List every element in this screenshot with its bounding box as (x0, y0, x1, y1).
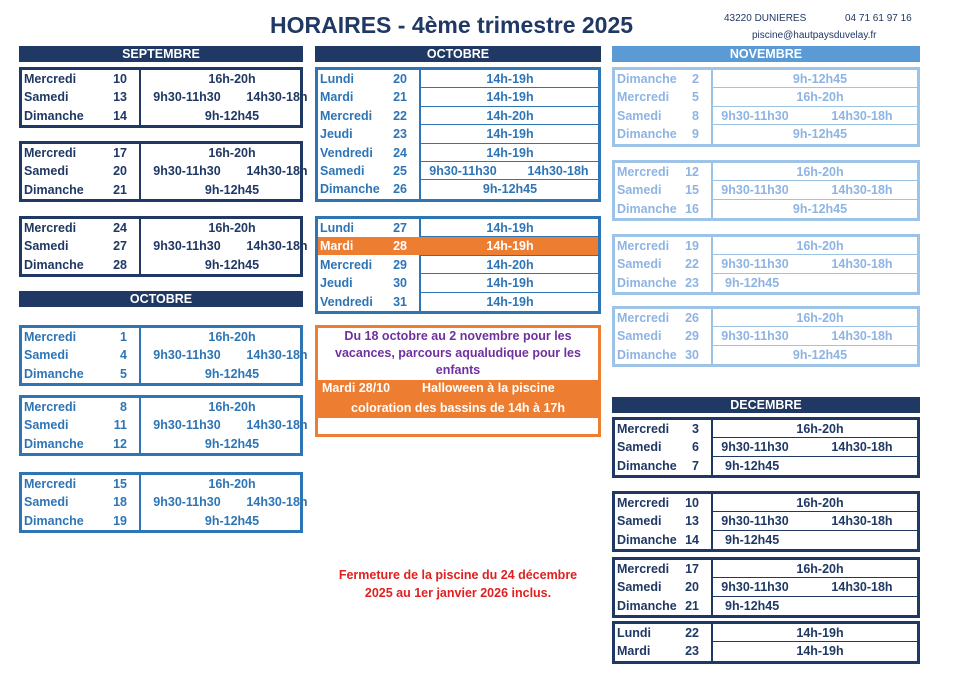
hours: 9h-12h45 (725, 532, 780, 547)
schedule-row (615, 457, 917, 475)
schedule-row (22, 493, 308, 511)
octM-block (315, 67, 601, 202)
day-number: 5 (692, 90, 699, 105)
hours-afternoon: 14h30-18h (831, 329, 893, 344)
day-number: 4 (120, 348, 127, 363)
hours: 9h-12h45 (204, 366, 260, 381)
hours: 14h-19h (486, 127, 534, 142)
day-number: 26 (685, 311, 699, 325)
schedule-row (22, 219, 300, 237)
hours: 14h-19h (486, 72, 534, 86)
day-number: 3 (692, 422, 699, 436)
sep-block (19, 67, 308, 128)
schedule-row (615, 642, 917, 660)
day-name: Samedi (617, 183, 662, 198)
day-number: 12 (685, 165, 699, 179)
day-number: 7 (692, 458, 699, 473)
nov-block (612, 306, 920, 367)
hours: 14h-19h (796, 626, 844, 640)
schedule-row (22, 70, 300, 88)
nov-block (612, 67, 920, 147)
day-number: 21 (113, 182, 127, 197)
day-name: Dimanche (617, 598, 677, 613)
schedule-row (318, 180, 598, 198)
halloween-title: Halloween à la piscine (422, 381, 555, 395)
day-name: Mercredi (617, 496, 670, 510)
hours: 16h-20h (796, 165, 844, 179)
hours: 9h-12h45 (204, 182, 260, 197)
hours-morning: 9h30-11h30 (153, 164, 221, 179)
day-name: Dimanche (24, 108, 84, 123)
closing-notice (315, 566, 601, 602)
octL-block (19, 472, 308, 533)
hours-afternoon: 14h30-18h (246, 418, 308, 433)
day-name: Samedi (24, 239, 69, 254)
schedule-row (22, 88, 308, 106)
day-name: Mercredi (24, 221, 77, 235)
day-number: 29 (685, 329, 699, 344)
schedule-row (318, 274, 598, 292)
hours: 16h-20h (796, 239, 844, 253)
hours: 16h-20h (208, 146, 256, 160)
hours: 14h-20h (486, 257, 534, 272)
day-name: Mercredi (24, 477, 77, 491)
day-name: Dimanche (24, 436, 84, 451)
day-name: Dimanche (617, 72, 677, 86)
day-number: 23 (393, 127, 407, 142)
day-name: Mercredi (617, 562, 670, 576)
day-name: Vendredi (320, 145, 373, 160)
day-number: 18 (113, 495, 127, 510)
day-name: Dimanche (24, 513, 84, 528)
hours: 9h-12h45 (204, 108, 260, 123)
hours-morning: 9h30-11h30 (153, 239, 221, 254)
day-number: 26 (393, 182, 407, 197)
hours-morning: 9h30-11h30 (721, 183, 789, 198)
day-number: 5 (120, 366, 127, 381)
day-name: Samedi (24, 418, 69, 433)
hours: 16h-20h (796, 311, 844, 325)
day-name: Mercredi (617, 422, 670, 436)
day-number: 13 (685, 514, 699, 529)
day-number: 24 (393, 145, 407, 160)
schedule-row (318, 293, 598, 311)
schedule-row (318, 144, 598, 162)
page-title: HORAIRES - 4ème trimestre 2025 (270, 12, 634, 38)
hours-morning: 9h30-11h30 (153, 90, 221, 105)
day-name: Mercredi (617, 165, 670, 179)
schedule-row (22, 107, 300, 125)
schedule-row (318, 107, 598, 125)
schedule-row (318, 256, 598, 274)
schedule-row (615, 578, 917, 596)
hours-afternoon: 14h30-18h (246, 348, 308, 363)
hours-afternoon: 14h30-18h (246, 495, 308, 510)
day-name: Samedi (617, 580, 662, 595)
hours-morning: 9h30-11h30 (153, 495, 221, 510)
day-name: Mercredi (617, 239, 670, 253)
day-name: Mercredi (617, 311, 670, 325)
day-name: Jeudi (320, 127, 353, 142)
nov-block (612, 234, 920, 295)
halloween-detail: coloration des bassins de 14h à 17h (351, 401, 565, 415)
schedule-row (22, 475, 300, 493)
day-number: 30 (685, 347, 699, 362)
hours-morning: 9h30-11h30 (721, 257, 789, 272)
day-number: 20 (393, 72, 407, 86)
day-number: 27 (113, 239, 127, 254)
day-number: 19 (113, 513, 127, 528)
hours-morning: 9h30-11h30 (721, 108, 789, 123)
hours: 14h-19h (796, 644, 844, 659)
day-name: Mardi (617, 644, 651, 659)
day-name: Mercredi (24, 146, 77, 160)
day-name: Mercredi (24, 330, 77, 344)
day-name: Samedi (24, 348, 69, 363)
day-name: Dimanche (617, 275, 677, 290)
dec-block (612, 621, 920, 664)
dec-block (612, 417, 920, 478)
day-number: 27 (393, 221, 407, 235)
hours: 9h-12h45 (792, 127, 848, 142)
contact-address: 43220 DUNIERES (724, 13, 807, 24)
day-number: 25 (393, 164, 407, 178)
schedule-row (22, 435, 300, 453)
schedule-row (22, 328, 300, 346)
info-box (315, 325, 601, 437)
hours-afternoon: 14h30-18h (246, 164, 308, 179)
day-number: 17 (113, 146, 127, 160)
day-number: 29 (393, 257, 407, 272)
day-name: Jeudi (320, 276, 353, 291)
day-name: Dimanche (24, 366, 84, 381)
day-number: 10 (113, 72, 127, 86)
header-septembre: SEPTEMBRE (19, 46, 303, 62)
dec-block (612, 557, 920, 618)
schedule-row (615, 624, 917, 642)
hours-afternoon: 14h30-18h (831, 580, 893, 595)
day-name: Mercredi (24, 400, 77, 414)
day-name: Lundi (617, 626, 652, 640)
day-name: Samedi (24, 90, 69, 105)
schedule-row (22, 398, 300, 416)
schedule-row (615, 531, 917, 549)
day-number: 10 (685, 496, 699, 510)
hours-afternoon: 14h30-18h (246, 90, 308, 105)
day-number: 6 (692, 440, 699, 455)
hours: 16h-20h (208, 72, 256, 86)
day-name: Dimanche (617, 532, 677, 547)
day-number: 14 (113, 108, 127, 123)
schedule-row (615, 88, 917, 106)
hours-afternoon: 14h30-18h (246, 239, 308, 254)
day-name: Lundi (320, 72, 355, 86)
day-name: Samedi (320, 164, 365, 178)
hours-morning: 9h30-11h30 (721, 329, 789, 344)
day-name: Lundi (320, 221, 355, 235)
hours-afternoon: 14h30-18h (831, 257, 893, 272)
schedule-row (22, 416, 308, 434)
schedule-row (615, 181, 917, 199)
day-name: Dimanche (320, 182, 380, 197)
schedule-row (22, 256, 300, 274)
day-name: Samedi (617, 440, 662, 455)
day-number: 22 (685, 257, 699, 272)
hours: 9h-12h45 (204, 436, 260, 451)
day-number: 17 (685, 562, 699, 576)
schedule-row (22, 144, 300, 162)
day-number: 13 (113, 90, 127, 105)
schedule-row (22, 237, 308, 255)
vacances-notice: Du 18 octobre au 2 novembre pour les vacances, parcours aqualudique pour les enfants (335, 329, 581, 377)
day-number: 16 (685, 201, 699, 216)
schedule-row (615, 200, 917, 218)
schedule-row (318, 237, 598, 255)
hours-morning: 9h30-11h30 (721, 440, 789, 455)
schedule-row (22, 162, 308, 180)
day-name: Dimanche (617, 127, 677, 142)
schedule-row (615, 255, 917, 273)
hours-morning: 9h30-11h30 (721, 580, 789, 595)
hours-afternoon: 14h30-18h (527, 164, 589, 178)
day-number: 9 (692, 127, 699, 142)
schedule-row (22, 181, 300, 199)
day-number: 2 (692, 72, 699, 86)
schedule-row (615, 597, 917, 615)
hours: 16h-20h (796, 422, 844, 436)
hours: 14h-19h (486, 294, 534, 309)
octL-block (19, 395, 308, 456)
day-name: Samedi (24, 495, 69, 510)
day-name: Samedi (617, 329, 662, 344)
day-number: 24 (113, 221, 127, 235)
day-number: 12 (113, 436, 127, 451)
schedule-row (615, 512, 917, 530)
hours: 9h-12h45 (204, 257, 260, 272)
schedule-row (615, 346, 917, 364)
hours: 14h-19h (486, 145, 534, 160)
hours: 9h-12h45 (482, 182, 538, 197)
schedule-row (615, 107, 917, 125)
hours: 16h-20h (796, 90, 844, 105)
day-number: 22 (685, 626, 699, 640)
day-number: 23 (685, 644, 699, 659)
closing-line-1: Fermeture de la piscine du 24 décembre (338, 568, 578, 582)
day-number: 31 (393, 294, 407, 309)
hours: 16h-20h (796, 496, 844, 510)
day-name: Dimanche (617, 201, 677, 216)
day-name: Mardi (320, 90, 354, 105)
day-name: Vendredi (320, 294, 373, 309)
day-name: Mercredi (617, 90, 670, 105)
halloween-date: Mardi 28/10 (322, 381, 391, 395)
hours: 16h-20h (796, 562, 844, 576)
dec-block (612, 491, 920, 552)
day-name: Mercredi (320, 257, 373, 272)
day-number: 14 (685, 532, 699, 547)
schedule-row (318, 70, 598, 88)
schedule-row (22, 346, 308, 364)
day-name: Dimanche (24, 182, 84, 197)
day-number: 28 (113, 257, 127, 272)
hours-afternoon: 14h30-18h (831, 514, 893, 529)
schedule-row (615, 327, 917, 345)
schedule-row (318, 162, 598, 180)
hours: 16h-20h (208, 400, 256, 414)
day-name: Samedi (24, 164, 69, 179)
schedule-row (615, 237, 917, 255)
day-name: Samedi (617, 257, 662, 272)
hours: 14h-20h (486, 108, 534, 123)
schedule-row (615, 274, 917, 292)
hours: 9h-12h45 (792, 201, 848, 216)
schedule-row (22, 512, 300, 530)
hours-morning: 9h30-11h30 (153, 348, 221, 363)
day-number: 21 (393, 90, 407, 105)
day-number: 8 (120, 400, 127, 414)
day-number: 15 (685, 183, 699, 198)
day-name: Dimanche (24, 257, 84, 272)
nov-block (612, 160, 920, 221)
schedule-row (22, 365, 300, 383)
hours: 9h-12h45 (725, 458, 780, 473)
day-name: Dimanche (617, 458, 677, 473)
day-name: Mardi (320, 239, 354, 254)
schedule-row (615, 309, 917, 327)
hours: 9h-12h45 (792, 347, 848, 362)
schedule-row (615, 163, 917, 181)
day-name: Samedi (617, 108, 662, 123)
hours: 9h-12h45 (792, 72, 848, 86)
hours: 9h-12h45 (204, 513, 260, 528)
schedule-row (615, 125, 917, 143)
hours-afternoon: 14h30-18h (831, 183, 893, 198)
day-number: 19 (685, 239, 699, 253)
contact-email: piscine@hautpaysduvelay.fr (752, 30, 877, 41)
day-number: 15 (113, 477, 127, 491)
day-number: 20 (113, 164, 127, 179)
hours: 16h-20h (208, 477, 256, 491)
hours-morning: 9h30-11h30 (429, 164, 497, 178)
octM-block (315, 216, 601, 314)
hours: 14h-19h (486, 221, 534, 235)
hours: 9h-12h45 (725, 598, 780, 613)
day-number: 28 (393, 239, 407, 254)
day-number: 23 (685, 275, 699, 290)
day-name: Samedi (617, 514, 662, 529)
header-decembre: DECEMBRE (612, 397, 920, 413)
contact-phone: 04 71 61 97 16 (845, 13, 912, 24)
day-number: 30 (393, 276, 407, 291)
sep-block (19, 141, 308, 202)
hours-afternoon: 14h30-18h (831, 440, 893, 455)
octL-block (19, 325, 308, 386)
day-number: 1 (120, 330, 127, 344)
schedule-row (615, 420, 917, 438)
schedule-row (615, 438, 917, 456)
hours-morning: 9h30-11h30 (721, 514, 789, 529)
day-number: 21 (685, 598, 699, 613)
hours: 14h-19h (486, 90, 534, 105)
day-number: 20 (685, 580, 699, 595)
day-name: Mercredi (320, 108, 373, 123)
closing-line-2: 2025 au 1er janvier 2026 inclus. (364, 586, 552, 600)
hours: 14h-19h (486, 239, 534, 254)
day-number: 22 (393, 108, 407, 123)
day-number: 8 (692, 108, 699, 123)
sep-block (19, 216, 308, 277)
header-octobre-middle: OCTOBRE (315, 46, 601, 62)
header-novembre: NOVEMBRE (612, 46, 920, 62)
hours-morning: 9h30-11h30 (153, 418, 221, 433)
hours: 14h-19h (486, 276, 534, 291)
hours: 16h-20h (208, 330, 256, 344)
header-octobre-left: OCTOBRE (19, 291, 303, 307)
day-name: Dimanche (617, 347, 677, 362)
schedule-row (318, 125, 598, 143)
day-number: 11 (113, 418, 127, 433)
hours: 9h-12h45 (725, 275, 780, 290)
halloween-banner (318, 380, 598, 418)
day-name: Mercredi (24, 72, 77, 86)
schedule-row (615, 494, 917, 512)
hours-afternoon: 14h30-18h (831, 108, 893, 123)
schedule-row (318, 88, 598, 106)
schedule-row (615, 560, 917, 578)
hours: 16h-20h (208, 221, 256, 235)
schedule-row (318, 219, 598, 237)
schedule-row (615, 70, 917, 88)
